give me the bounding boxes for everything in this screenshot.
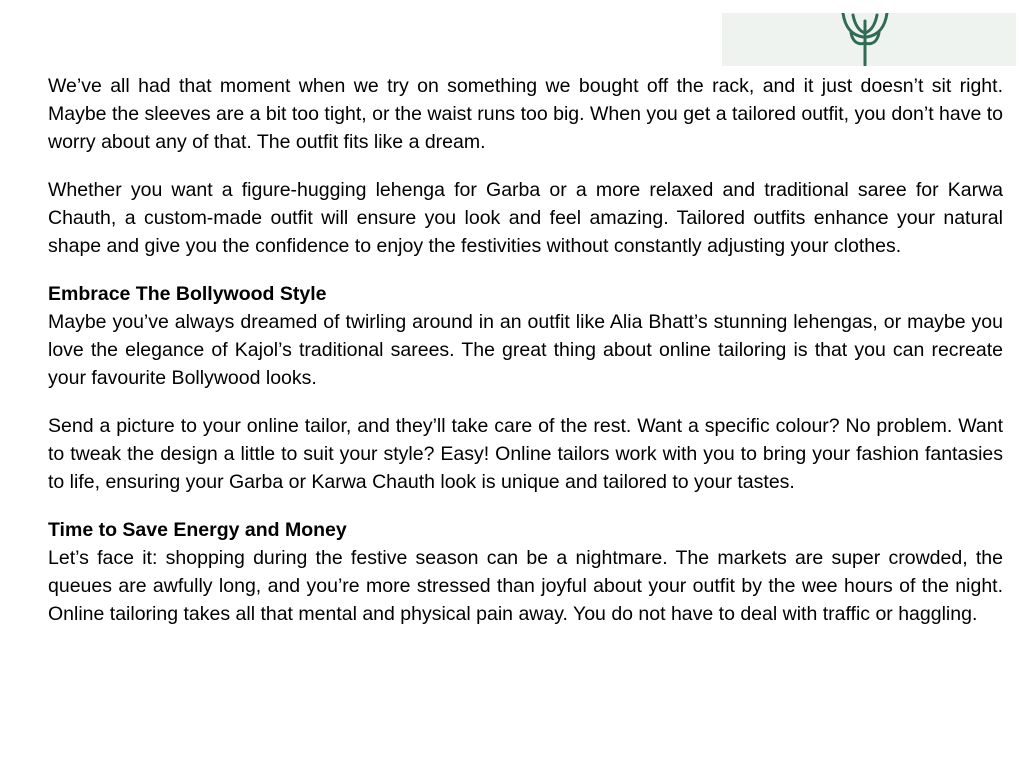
paragraph-festive-shopping: Let’s face it: shopping during the festive season can be a nightmare. The markets are super crowded, the queues are awfully long, and you’re more stressed than joyful about your outfit by the wee hours of the night. Online tailoring takes all that mental and physical pain away. You do not have to deal with traffic or haggling. — [48, 547, 1003, 625]
article-body — [48, 72, 1003, 648]
paragraph-bollywood-looks: Maybe you’ve always dreamed of twirling around in an outfit like Alia Bhatt’s stunning lehengas, or maybe you love the elegance of Kajol’s traditional sarees. The great thing about online tailoring is that you can recreate your favourite Bollywood looks. — [48, 311, 1003, 389]
heading-bollywood-style: Embrace The Bollywood Style — [48, 283, 327, 305]
logo-banner — [722, 13, 1016, 66]
paragraph-tailored-fit: We’ve all had that moment when we try on something we bought off the rack, and it just doesn’t sit right. Maybe the sleeves are a bit too tight, or the waist runs too big. When you get a tailored outfit, you don’t have to worry about any of that. The outfit fits like a dream. — [48, 75, 1003, 153]
paragraph-send-picture: Send a picture to your online tailor, and they’ll take care of the rest. Want a specific colour? No problem. Want to tweak the design a little to suit your style? Easy! Online tailors work with you to bring your fashion fantasies to life, ensuring your Garba or Karwa Chauth look is unique and tailored to your tastes. — [48, 415, 1003, 493]
trident-monogram-icon — [837, 13, 893, 66]
heading-save-energy: Time to Save Energy and Money — [48, 519, 347, 541]
paragraph-custom-outfit: Whether you want a figure-hugging lehenga for Garba or a more relaxed and traditional saree for Karwa Chauth, a custom-made outfit will ensure you look and feel amazing. Tailored outfits enhance your natural shape and give you the confidence to enjoy the festivities without constantly adjusting your clothes. — [48, 179, 1003, 257]
